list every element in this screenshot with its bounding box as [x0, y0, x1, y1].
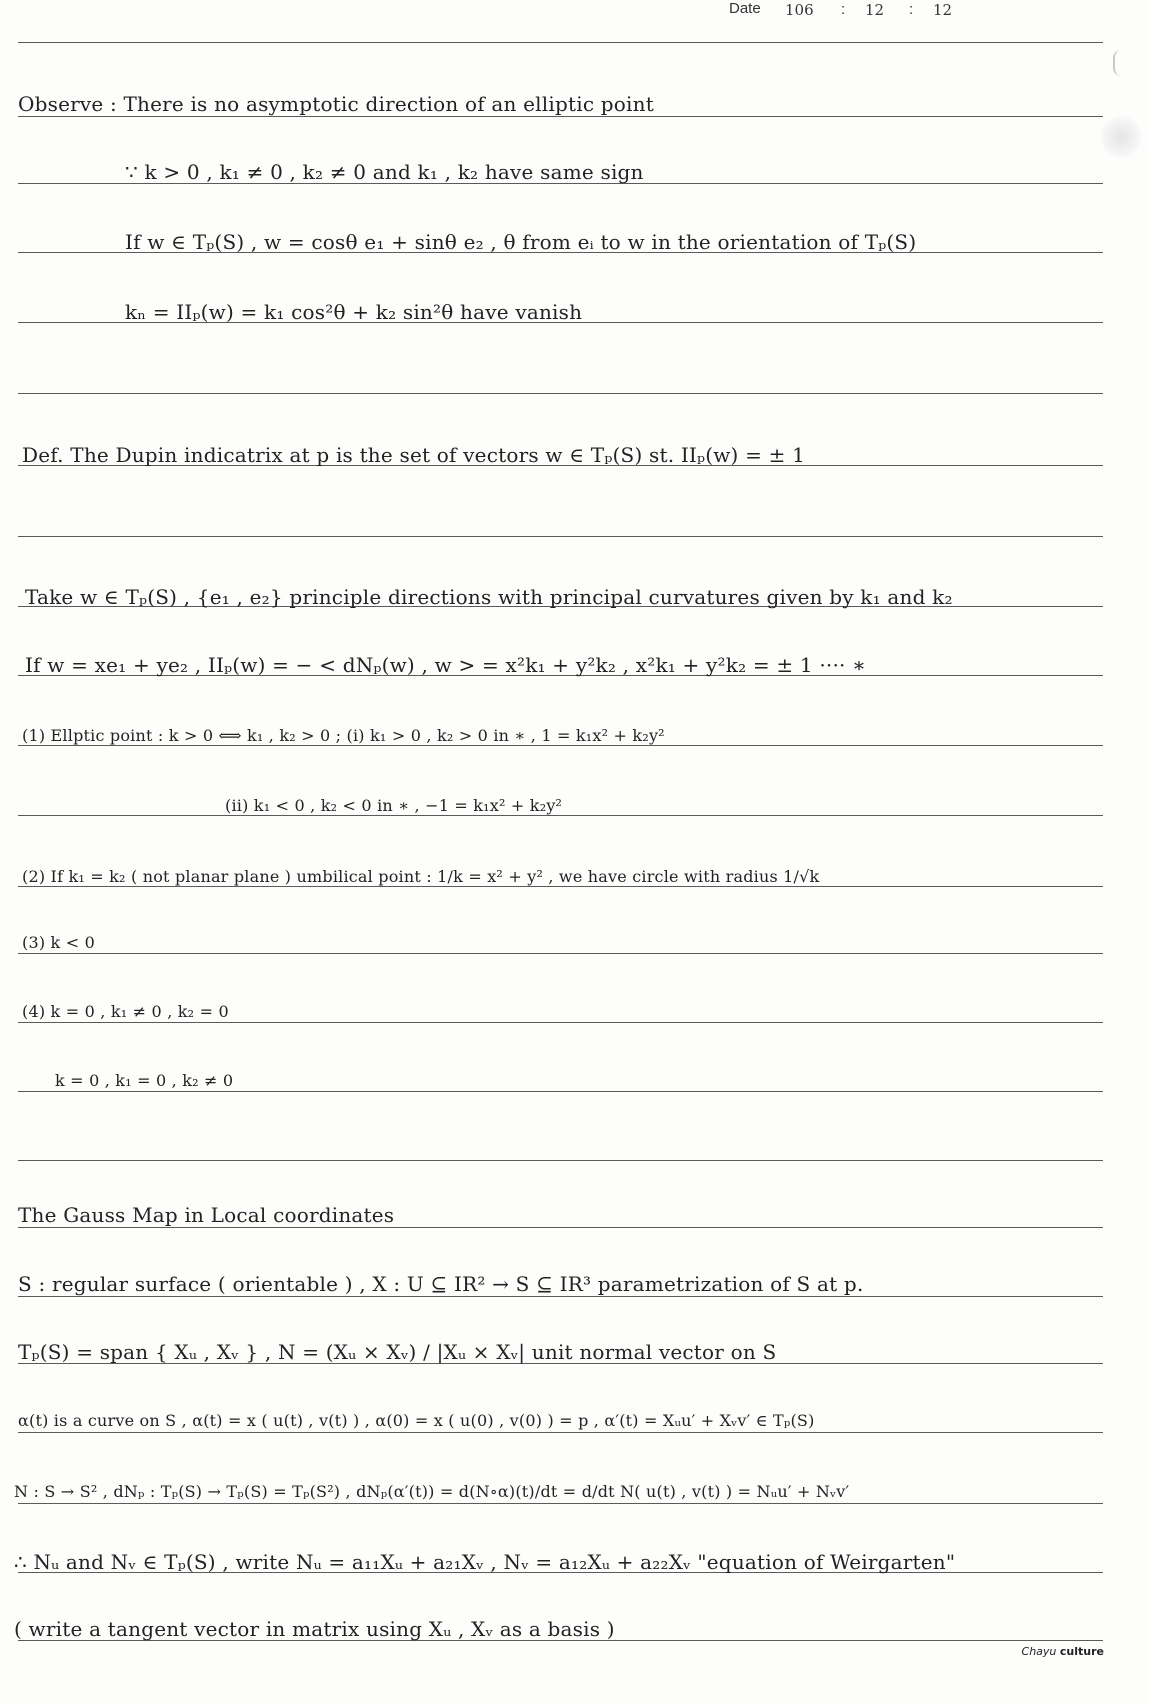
- binder-hole: [1101, 115, 1141, 159]
- elliptic-case-ii-line: (ii) k₁ < 0 , k₂ < 0 in ∗ , −1 = k₁x² + k₂y²: [225, 796, 563, 815]
- observe-line: Observe : There is no asymptotic direction of an elliptic point: [18, 92, 654, 116]
- normal-curvature-line: kₙ = IIₚ(w) = k₁ cos²θ + k₂ sin²θ have vanish: [125, 300, 583, 324]
- umbilical-case-line: (2) If k₁ = k₂ ( not planar plane ) umbilical point : 1/k = x² + y² , we have circle with radius 1/√k: [22, 867, 820, 886]
- second-form-line: If w = xe₁ + ye₂ , IIₚ(w) = − < dNₚ(w) , w > = x²k₁ + y²k₂ , x²k₁ + y²k₂ = ± 1 ···· ∗: [25, 653, 866, 677]
- date-separator: :: [841, 1, 846, 18]
- gauss-map-heading: The Gauss Map in Local coordinates: [18, 1203, 395, 1227]
- brand-logo: [1022, 1645, 1104, 1658]
- date-year: 106: [785, 1, 814, 19]
- brand-script: Chayu: [1021, 1645, 1057, 1658]
- case-4b-line: k = 0 , k₁ = 0 , k₂ ≠ 0: [55, 1071, 234, 1090]
- ruled-line: [18, 393, 1103, 394]
- curve-line: α(t) is a curve on S , α(t) = x ( u(t) , v(t) ) , α(0) = x ( u(0) , v(0) ) = p , α′(t) = Xᵤu′ + Xᵥv′ ∈ Tₚ(S): [18, 1411, 815, 1430]
- ruled-line: [18, 1296, 1103, 1297]
- ruled-line: [18, 1160, 1103, 1161]
- take-w-line: Take w ∈ Tₚ(S) , {e₁ , e₂} principle directions with principal curvatures given by k₁ and k₂: [25, 585, 953, 609]
- regular-surface-line: S : regular surface ( orientable ) , X : U ⊆ IR² → S ⊆ IR³ parametrization of S at p.: [18, 1272, 864, 1296]
- elliptic-case-line: (1) Ellptic point : k > 0 ⟺ k₁ , k₂ > 0 ; (i) k₁ > 0 , k₂ > 0 in ∗ , 1 = k₁x² + k₂y²: [22, 726, 665, 745]
- ruled-line: [18, 1227, 1103, 1228]
- tangent-vector-line: If w ∈ Tₚ(S) , w = cosθ e₁ + sinθ e₂ , θ from eᵢ to w in the orientation of Tₚ(S): [125, 230, 917, 254]
- ruled-line: [18, 42, 1103, 43]
- date-label: Date: [729, 0, 761, 17]
- ruled-line: [18, 116, 1103, 117]
- brand-word: culture: [1059, 1645, 1104, 1658]
- case-4-line: (4) k = 0 , k₁ ≠ 0 , k₂ = 0: [22, 1002, 229, 1021]
- date-separator: :: [909, 1, 914, 18]
- ruled-line: [18, 536, 1103, 537]
- reason-line: ∵ k > 0 , k₁ ≠ 0 , k₂ ≠ 0 and k₁ , k₂ have same sign: [125, 160, 644, 184]
- date-month: 12: [865, 1, 885, 19]
- tangent-plane-line: Tₚ(S) = span { Xᵤ , Xᵥ } , N = (Xᵤ × Xᵥ) / |Xᵤ × Xᵥ| unit normal vector on S: [18, 1340, 777, 1364]
- differential-line: N : S → S² , dNₚ : Tₚ(S) → Tₚ(S) = Tₚ(S²) , dNₚ(α′(t)) = d(N∘α)(t)/dt = d/dt N( u(t) , v(t) ) = Nᵤu′ + Nᵥv′: [14, 1482, 850, 1501]
- date-header: [729, 0, 1029, 24]
- binder-mark: [1113, 50, 1121, 76]
- ruled-line: [18, 953, 1103, 954]
- case-3-line: (3) k < 0: [22, 933, 96, 952]
- date-day: 12: [933, 1, 953, 19]
- basis-line: ( write a tangent vector in matrix using Xᵤ , Xᵥ as a basis ): [14, 1617, 615, 1641]
- dupin-definition-line: Def. The Dupin indicatrix at p is the set of vectors w ∈ Tₚ(S) st. IIₚ(w) = ± 1: [22, 443, 806, 467]
- weingarten-line: ∴ Nᵤ and Nᵥ ∈ Tₚ(S) , write Nᵤ = a₁₁Xᵤ + a₂₁Xᵥ , Nᵥ = a₁₂Xᵤ + a₂₂Xᵥ "equation of Weirgarten": [14, 1550, 956, 1574]
